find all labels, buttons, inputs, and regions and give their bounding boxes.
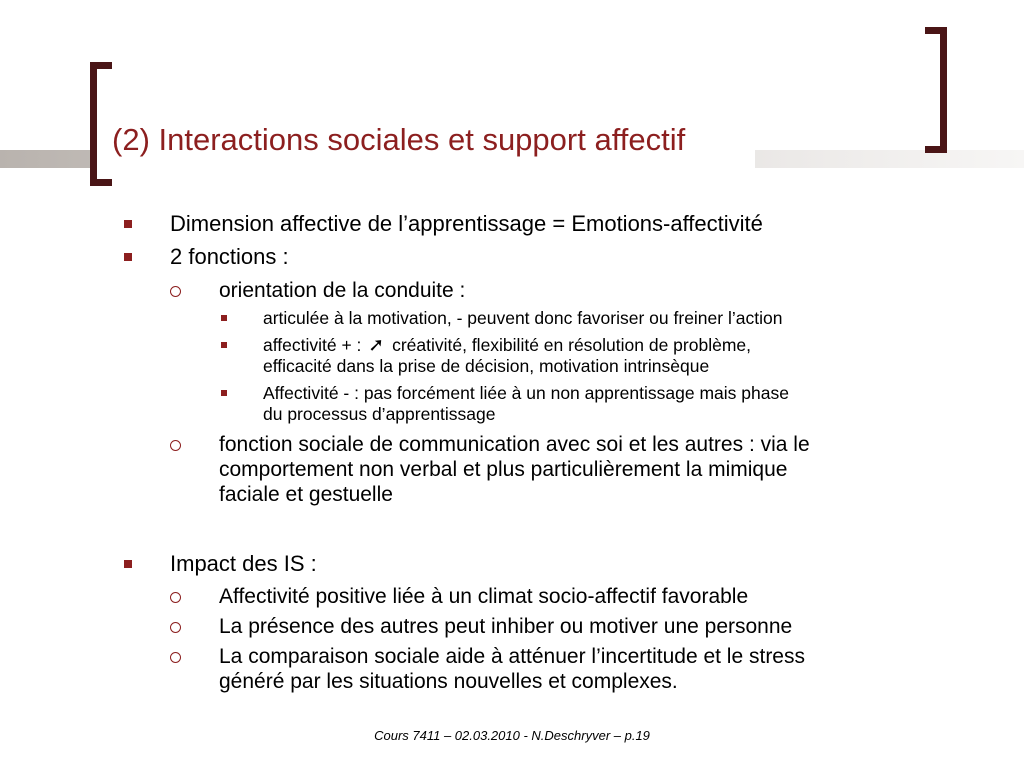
bullet-square-icon bbox=[124, 560, 132, 568]
sub-bullet-fonction-sociale-line2: comportement non verbal et plus particulièrement la mimique bbox=[219, 458, 788, 481]
bullet-circle-icon bbox=[170, 652, 181, 663]
sub-bullet-comparaison-sociale: La comparaison sociale aide à atténuer l’incertitude et le stress bbox=[219, 645, 805, 668]
item-affectivite-plus-prefix: affectivité + : bbox=[263, 335, 367, 355]
bullet-dimension-affective: Dimension affective de l’apprentissage = Emotions-affectivité bbox=[170, 211, 763, 236]
sub-bullet-comparaison-sociale-line2: généré par les situations nouvelles et complexes. bbox=[219, 670, 678, 693]
slide-title: (2) Interactions sociales et support affectif bbox=[112, 122, 686, 157]
sub-bullet-orientation: orientation de la conduite : bbox=[219, 279, 466, 302]
bullet-circle-icon bbox=[170, 622, 181, 633]
arrow-up-right-icon: ➚ bbox=[368, 334, 385, 356]
bullet-impact-is: Impact des IS : bbox=[170, 551, 317, 576]
item-affectivite-plus-line2: efficacité dans la prise de décision, motivation intrinsèque bbox=[263, 356, 710, 376]
bullet-square-icon bbox=[221, 390, 227, 396]
bullet-circle-icon bbox=[170, 592, 181, 603]
item-articulee-motivation: articulée à la motivation, - peuvent donc favoriser ou freiner l’action bbox=[263, 308, 783, 328]
sub-bullet-presence-autres: La présence des autres peut inhiber ou motiver une personne bbox=[219, 615, 793, 638]
bullet-circle-icon bbox=[170, 286, 181, 297]
item-affectivite-plus bbox=[263, 335, 751, 356]
item-affectivite-moins: Affectivité - : pas forcément liée à un non apprentissage mais phase bbox=[263, 383, 789, 403]
bullet-square-icon bbox=[124, 253, 132, 261]
sub-bullet-fonction-sociale: fonction sociale de communication avec soi et les autres : via le bbox=[219, 433, 810, 456]
bullet-deux-fonctions: 2 fonctions : bbox=[170, 244, 289, 269]
bullet-circle-icon bbox=[170, 440, 181, 451]
item-affectivite-moins-line2: du processus d’apprentissage bbox=[263, 404, 496, 424]
slide-footer: Cours 7411 – 02.03.2010 - N.Deschryver – p.19 bbox=[374, 728, 650, 743]
bullet-square-icon bbox=[221, 342, 227, 348]
sub-bullet-fonction-sociale-line3: faciale et gestuelle bbox=[219, 483, 393, 506]
bullet-square-icon bbox=[221, 315, 227, 321]
item-affectivite-plus-text: créativité, flexibilité en résolution de problème, bbox=[387, 335, 752, 355]
bullet-square-icon bbox=[124, 220, 132, 228]
sub-bullet-affectivite-positive: Affectivité positive liée à un climat socio-affectif favorable bbox=[219, 585, 749, 608]
